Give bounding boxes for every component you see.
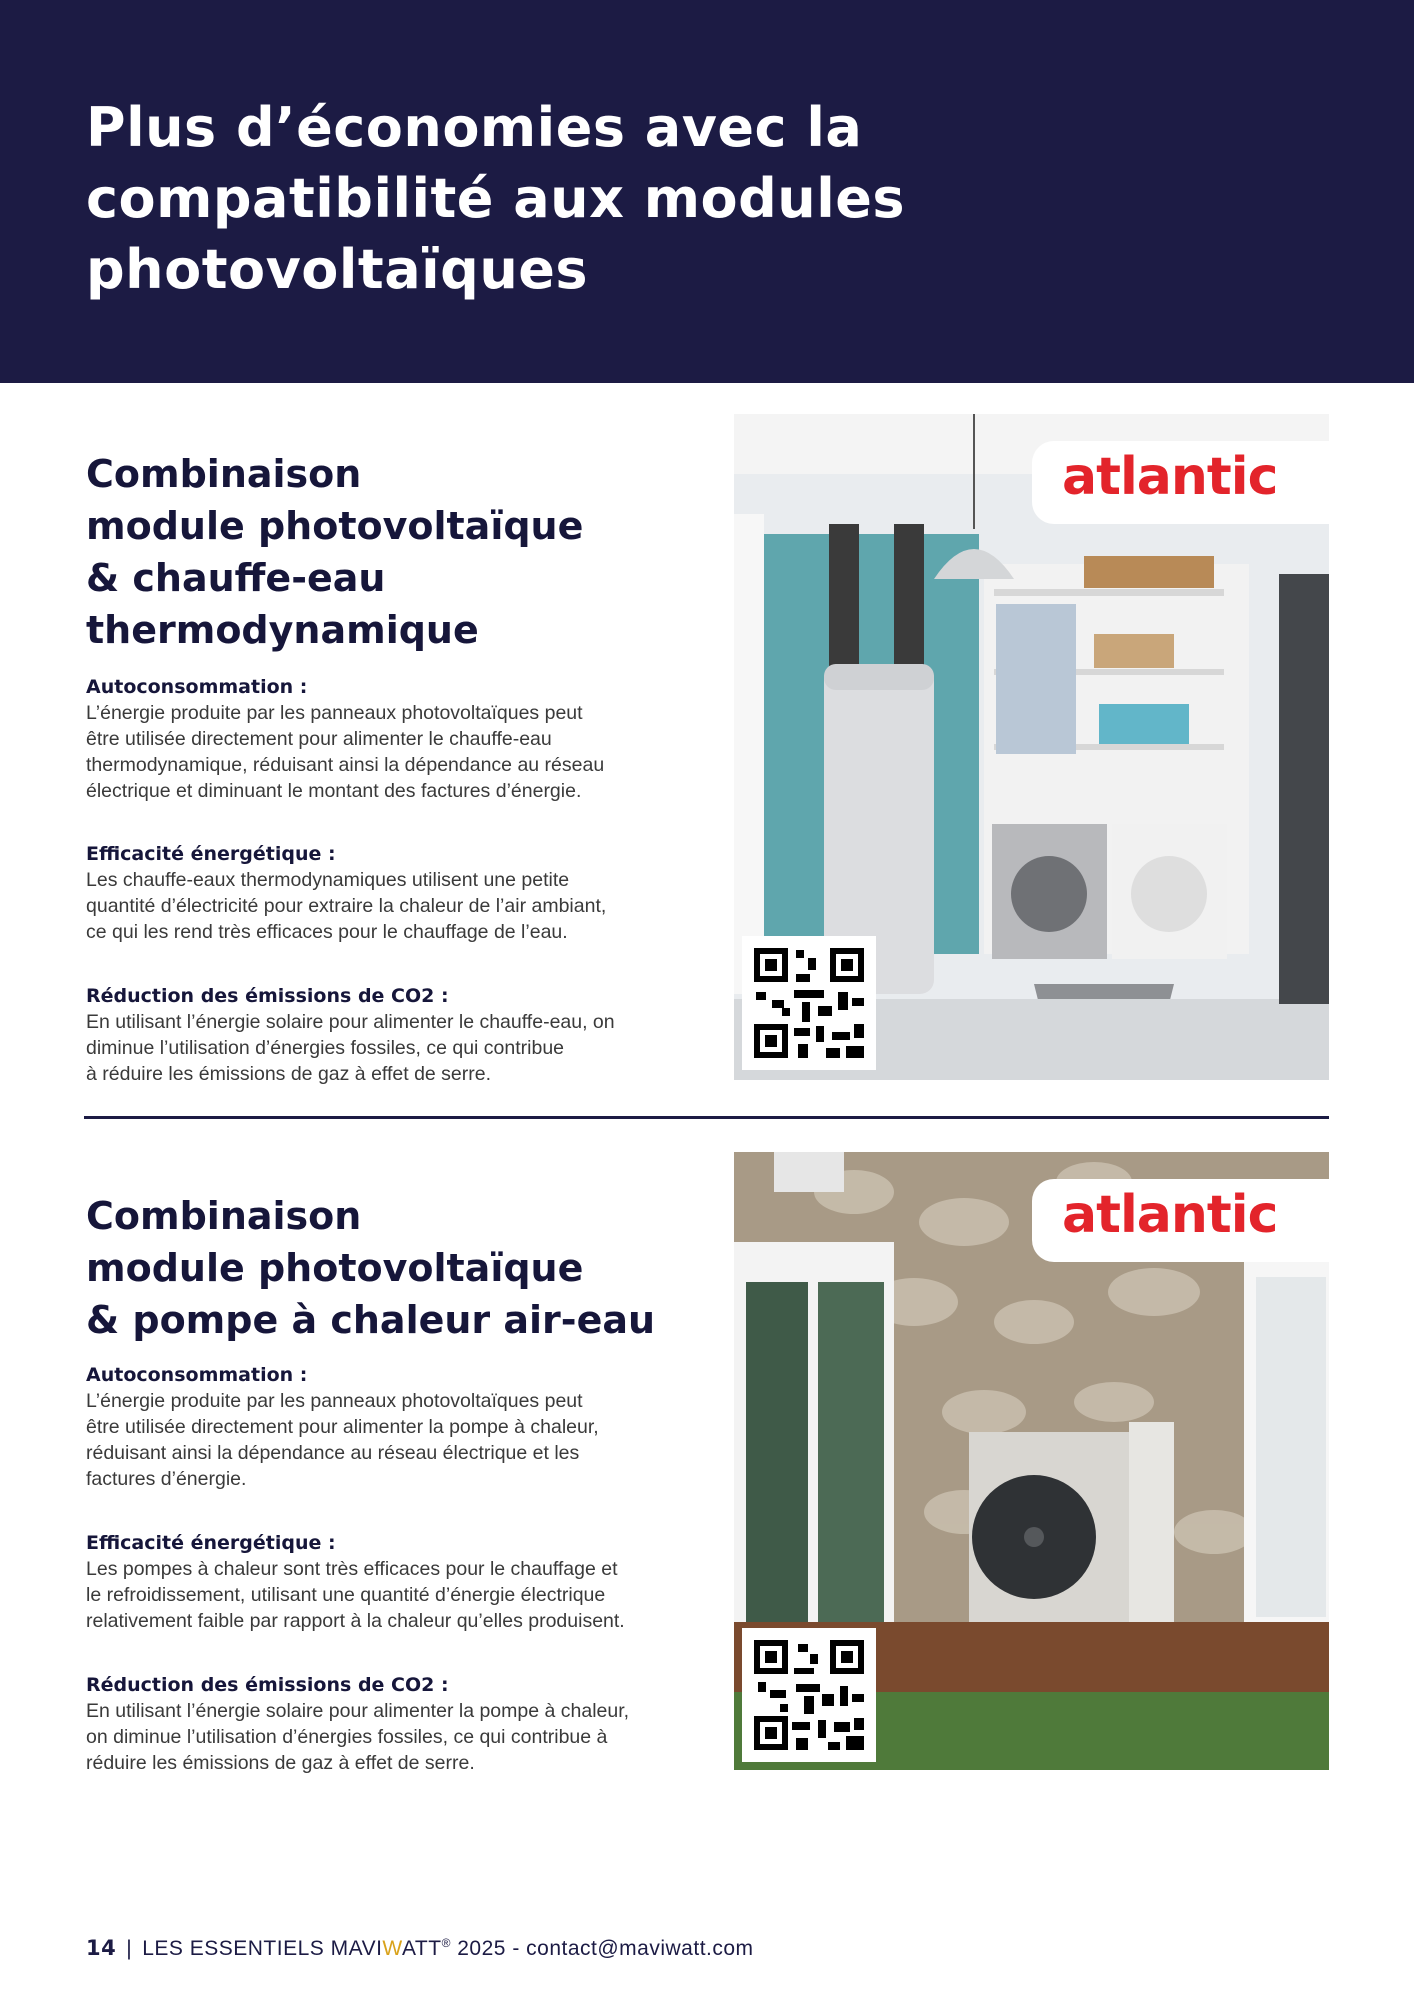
block-label: Autoconsommation :: [86, 676, 308, 698]
brand-part-b: ATT: [401, 1937, 442, 1960]
section-2-reduction: [86, 1672, 686, 1776]
section-1-efficacite: [86, 841, 686, 945]
header-banner: [0, 0, 1414, 383]
qr-code-icon: [742, 936, 876, 1070]
brand-part-a: MAVI: [330, 1937, 383, 1960]
block-text: Les pompes à chaleur sont très efficaces pour le chauffage et le refroidissement, utilisant une quantité d’énergie électrique relativement faible par rapport à la chaleur qu’elles produisent.: [86, 1558, 625, 1632]
qr-code[interactable]: [742, 936, 876, 1070]
block-text: Les chauffe-eaux thermodynamiques utilisent une petite quantité d’électricité pour extraire la chaleur de l’air ambiant, ce qui les rend très efficaces pour le chauffage de l’eau.: [86, 869, 607, 943]
atlantic-logo: [1032, 441, 1329, 524]
page-number: 14: [86, 1936, 117, 1960]
contact-email[interactable]: - contact@maviwatt.com: [505, 1937, 754, 1960]
block-label: Efficacité énergétique :: [86, 1532, 336, 1554]
footer: [86, 1936, 754, 1961]
section-1-autoconsommation: [86, 674, 686, 804]
registered-mark: ®: [441, 1936, 451, 1950]
publication-prefix: LES ESSENTIELS: [142, 1937, 331, 1960]
qr-code-icon: [742, 1628, 876, 1762]
section-1-reduction: [86, 983, 686, 1087]
block-text: L’énergie produite par les panneaux photovoltaïques peut être utilisée directement pour alimenter le chauffe-eau thermodynamique, réduisant ainsi la dépendance au réseau électrique et diminuant le montant des factures d’énergie.: [86, 702, 605, 802]
block-label: Réduction des émissions de CO2 :: [86, 985, 449, 1007]
block-text: L’énergie produite par les panneaux photovoltaïques peut être utilisée directement pour alimenter la pompe à chaleur, réduisant ainsi la dépendance au réseau électrique et les factures d’énergie.: [86, 1390, 599, 1490]
brand-part-w: W: [382, 1937, 402, 1960]
section-2-autoconsommation: [86, 1362, 686, 1492]
brand-name: atlantic: [1062, 447, 1278, 507]
block-label: Autoconsommation :: [86, 1364, 308, 1386]
qr-code[interactable]: [742, 1628, 876, 1762]
brand-name: atlantic: [1062, 1185, 1278, 1245]
footer-separator: |: [126, 1937, 133, 1960]
section-2-efficacite: [86, 1530, 686, 1634]
section-divider: [84, 1116, 1329, 1119]
heat-pump-photo: [734, 1152, 1329, 1770]
block-label: Réduction des émissions de CO2 :: [86, 1674, 449, 1696]
block-text: En utilisant l’énergie solaire pour alimenter la pompe à chaleur, on diminue l’utilisation d’énergies fossiles, ce qui contribue à réduire les émissions de gaz à effet de serre.: [86, 1700, 630, 1774]
publication-year: 2025: [450, 1937, 506, 1960]
laundry-room-photo: [734, 414, 1329, 1080]
section-1-title: Combinaison module photovoltaïque & chauffe-eau thermodynamique: [86, 452, 584, 652]
page-title: Plus d’économies avec la compatibilité aux modules photovoltaïques: [86, 96, 905, 301]
section-2-title: Combinaison module photovoltaïque & pompe à chaleur air-eau: [86, 1194, 656, 1342]
block-text: En utilisant l’énergie solaire pour alimenter le chauffe-eau, on diminue l’utilisation d’énergies fossiles, ce qui contribue à réduire les émissions de gaz à effet de serre.: [86, 1011, 615, 1085]
block-label: Efficacité énergétique :: [86, 843, 336, 865]
atlantic-logo: [1032, 1179, 1329, 1262]
